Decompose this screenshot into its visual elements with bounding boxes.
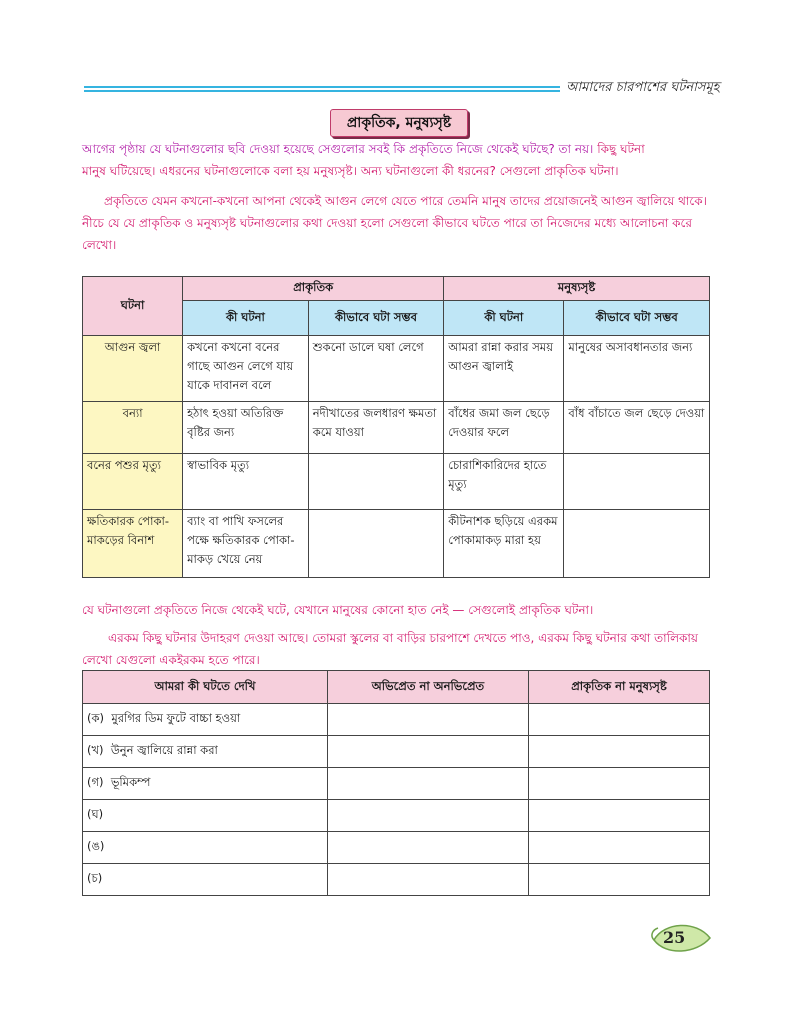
row-event: বন্যা	[83, 402, 183, 454]
chapter-title: আমাদের চারপাশের ঘটনাসমূহ	[566, 80, 720, 95]
row-label: (ক)	[87, 711, 105, 725]
cell: হঠাৎ হওয়া অতিরিক্ত বৃষ্টির জন্য	[183, 402, 309, 454]
cell: মানুষের অসাবধানতার জন্য	[564, 336, 710, 402]
sub-manmade-how: কীভাবে ঘটা সম্ভব	[564, 301, 710, 336]
answer-cell[interactable]	[529, 800, 710, 832]
col-event: ঘটনা	[83, 277, 183, 336]
col-observed: আমরা কী ঘটতে দেখি	[83, 671, 328, 704]
sub-manmade-what: কী ঘটনা	[444, 301, 564, 336]
table-row	[83, 454, 710, 510]
cell	[308, 454, 443, 510]
events-table	[82, 276, 710, 578]
intro-paragraph	[82, 138, 712, 182]
header-rule	[84, 86, 560, 96]
table-row	[83, 832, 710, 864]
page-number: 25	[663, 928, 686, 947]
cell	[308, 510, 443, 578]
answer-cell[interactable]	[529, 768, 710, 800]
observed-cell[interactable]	[83, 800, 328, 832]
cell: কীটনাশক ছড়িয়ে এরকম পোকামাকড় মারা হয়	[444, 510, 564, 578]
row-label: (ঘ)	[87, 807, 104, 821]
cell: কখনো কখনো বনের গাছে আগুন লেগে যায় যাকে দাবানল বলে	[183, 336, 309, 402]
observed-cell[interactable]	[83, 704, 328, 736]
cell: বাঁধ বাঁচাতে জল ছেড়ে দেওয়া	[564, 402, 710, 454]
table-row	[83, 800, 710, 832]
col-desired: অভিপ্রেত না অনভিপ্রেত	[328, 671, 529, 704]
observed-cell[interactable]	[83, 736, 328, 768]
row-event: আগুন জ্বলা	[83, 336, 183, 402]
table-row	[83, 768, 710, 800]
cell	[564, 510, 710, 578]
row-text: ভূমিকম্প	[110, 775, 151, 789]
answer-cell[interactable]	[529, 704, 710, 736]
cell: আমরা রান্না করার সময় আগুন জ্বালাই	[444, 336, 564, 402]
cell: শুকনো ডালে ঘষা লেগে	[308, 336, 443, 402]
col-type: প্রাকৃতিক না মনুষ্যসৃষ্ট	[529, 671, 710, 704]
row-event: ক্ষতিকারক পোকা-মাকড়ের বিনাশ	[83, 510, 183, 578]
row-event: বনের পশুর মৃত্যু	[83, 454, 183, 510]
row-label: (ঙ)	[87, 839, 105, 853]
paragraph-3: যে ঘটনাগুলো প্রকৃতিতে নিজে থেকেই ঘটে, যেখানে মানুষের কোনো হাত নেই — সেগুলোই প্রাকৃতিক ঘটনা।	[82, 603, 594, 617]
sub-natural-how: কীভাবে ঘটা সম্ভব	[308, 301, 443, 336]
row-label: (চ)	[87, 871, 103, 885]
observed-cell[interactable]	[83, 864, 328, 896]
table-row	[83, 736, 710, 768]
sub-natural-what: কী ঘটনা	[183, 301, 309, 336]
intro-line1: আগের পৃষ্ঠায় যে ঘটনাগুলোর ছবি দেওয়া হয়েছে সেগুলোর সবই কি প্রকৃতিতে নিজে থেকেই ঘটছে? তা নয়।	[82, 142, 594, 156]
cell	[564, 454, 710, 510]
table-row	[83, 510, 710, 578]
section-title: প্রাকৃতিক, মনুষ্যসৃষ্ট	[330, 109, 468, 137]
row-text: মুরগির ডিম ফুটে বাচ্চা হওয়া	[111, 711, 241, 725]
answer-cell[interactable]	[529, 832, 710, 864]
paragraph-2: প্রকৃতিতে যেমন কখনো-কখনো আপনা থেকেই আগুন লেগে যেতে পারে তেমনি মানুষ তাদের প্রয়োজনেই আগুন জ্বালিয়ে থাকে। নীচে যে যে প্রাকৃতিক ও মনুষ্যসৃষ্ট ঘটনাগুলোর কথা দেওয়া হলো সেগুলো কীভাবে ঘটতে পারে তা নিজেদের মধ্যে আলোচনা করে লেখো।	[82, 194, 707, 252]
answer-cell[interactable]	[328, 736, 529, 768]
col-manmade: মনুষ্যসৃষ্ট	[444, 277, 710, 301]
answer-cell[interactable]	[328, 704, 529, 736]
answer-cell[interactable]	[328, 768, 529, 800]
table-row	[83, 704, 710, 736]
table-row	[83, 864, 710, 896]
cell: স্বাভাবিক মৃত্যু	[183, 454, 309, 510]
answer-cell[interactable]	[529, 864, 710, 896]
paragraph-4: এরকম কিছু ঘটনার উদাহরণ দেওয়া আছে। তোমরা স্কুলের বা বাড়ির চারপাশে দেখতে পাও, এরকম কিছু ঘটনার কথা তালিকায় লেখো যেগুলো একইরকম হতে পারে।	[82, 631, 698, 667]
observed-cell[interactable]	[83, 768, 328, 800]
cell: বাঁধের জমা জল ছেড়ে দেওয়ার ফলে	[444, 402, 564, 454]
answer-cell[interactable]	[328, 800, 529, 832]
cell: চোরাশিকারিদের হাতে মৃত্যু	[444, 454, 564, 510]
answer-cell[interactable]	[328, 832, 529, 864]
intro-line1b: কিছু ঘটনা	[597, 142, 645, 156]
row-label: (খ)	[87, 743, 104, 757]
row-label: (গ)	[87, 775, 104, 789]
answer-cell[interactable]	[529, 736, 710, 768]
cell: ব্যাং বা পাখি ফসলের পক্ষে ক্ষতিকারক পোকা-মাকড় খেয়ে নেয়	[183, 510, 309, 578]
intro-line2: মানুষ ঘটিয়েছে। এধরনের ঘটনাগুলোকে বলা হয় মনুষ্যসৃষ্ট। অন্য ঘটনাগুলো কী ধরনের? সেগুলো প্রাকৃতিক ঘটনা।	[82, 164, 619, 178]
col-natural: প্রাকৃতিক	[183, 277, 444, 301]
cell: নদীখাতের জলধারণ ক্ষমতা কমে যাওয়া	[308, 402, 443, 454]
observed-cell[interactable]	[83, 832, 328, 864]
answer-cell[interactable]	[328, 864, 529, 896]
activity-table	[82, 670, 710, 896]
table-row	[83, 402, 710, 454]
table-row	[83, 336, 710, 402]
row-text: উনুন জ্বালিয়ে রান্না করা	[110, 743, 218, 757]
